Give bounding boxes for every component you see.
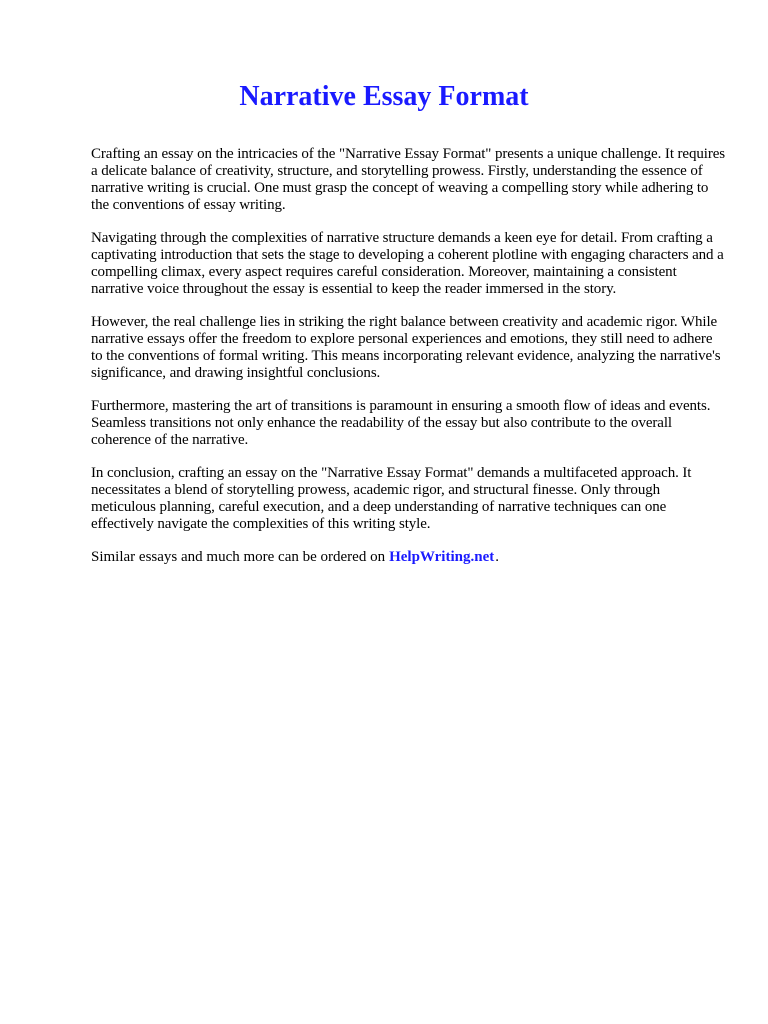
paragraph-3: However, the real challenge lies in striking the right balance between creativity and academic rigor. While narrative essays offer the freedom to explore personal experiences and emotions, they still need to adhere to the conventions of formal writing. This means incorporating relevant evidence, analyzing the narrative's significance, and drawing insightful conclusions. <box>91 314 721 381</box>
helpwriting-link[interactable]: HelpWriting.net <box>389 549 495 565</box>
order-promo-line <box>91 549 727 566</box>
document-title: Narrative Essay Format <box>239 81 529 112</box>
paragraph-5: In conclusion, crafting an essay on the "Narrative Essay Format" demands a multifaceted approach. It necessitates a blend of storytelling prowess, academic rigor, and structural finesse. Only through meticulous planning, careful execution, and a deep understanding of narrative techniques can one effectively navigate the complexities of this writing style. <box>91 465 692 532</box>
document-body <box>91 146 727 566</box>
promo-text: Similar essays and much more can be ordered on <box>91 549 386 565</box>
promo-period: . <box>495 549 499 565</box>
paragraph-4: Furthermore, mastering the art of transitions is paramount in ensuring a smooth flow of ideas and events. Seamless transitions not only enhance the readability of the essay but also contribute to the overall coherence of the narrative. <box>91 398 711 448</box>
paragraph-2: Navigating through the complexities of narrative structure demands a keen eye for detail. From crafting a captivating introduction that sets the stage to developing a coherent plotline with engaging characters and a compelling climax, every aspect requires careful consideration. Moreover, maintaining a consistent narrative voice throughout the essay is essential to keep the reader immersed in the story. <box>91 230 724 297</box>
paragraph-1: Crafting an essay on the intricacies of the "Narrative Essay Format" presents a unique challenge. It requires a delicate balance of creativity, structure, and storytelling prowess. Firstly, understanding the essence of narrative writing is crucial. One must grasp the concept of weaving a compelling story while adhering to the conventions of essay writing. <box>91 146 726 213</box>
